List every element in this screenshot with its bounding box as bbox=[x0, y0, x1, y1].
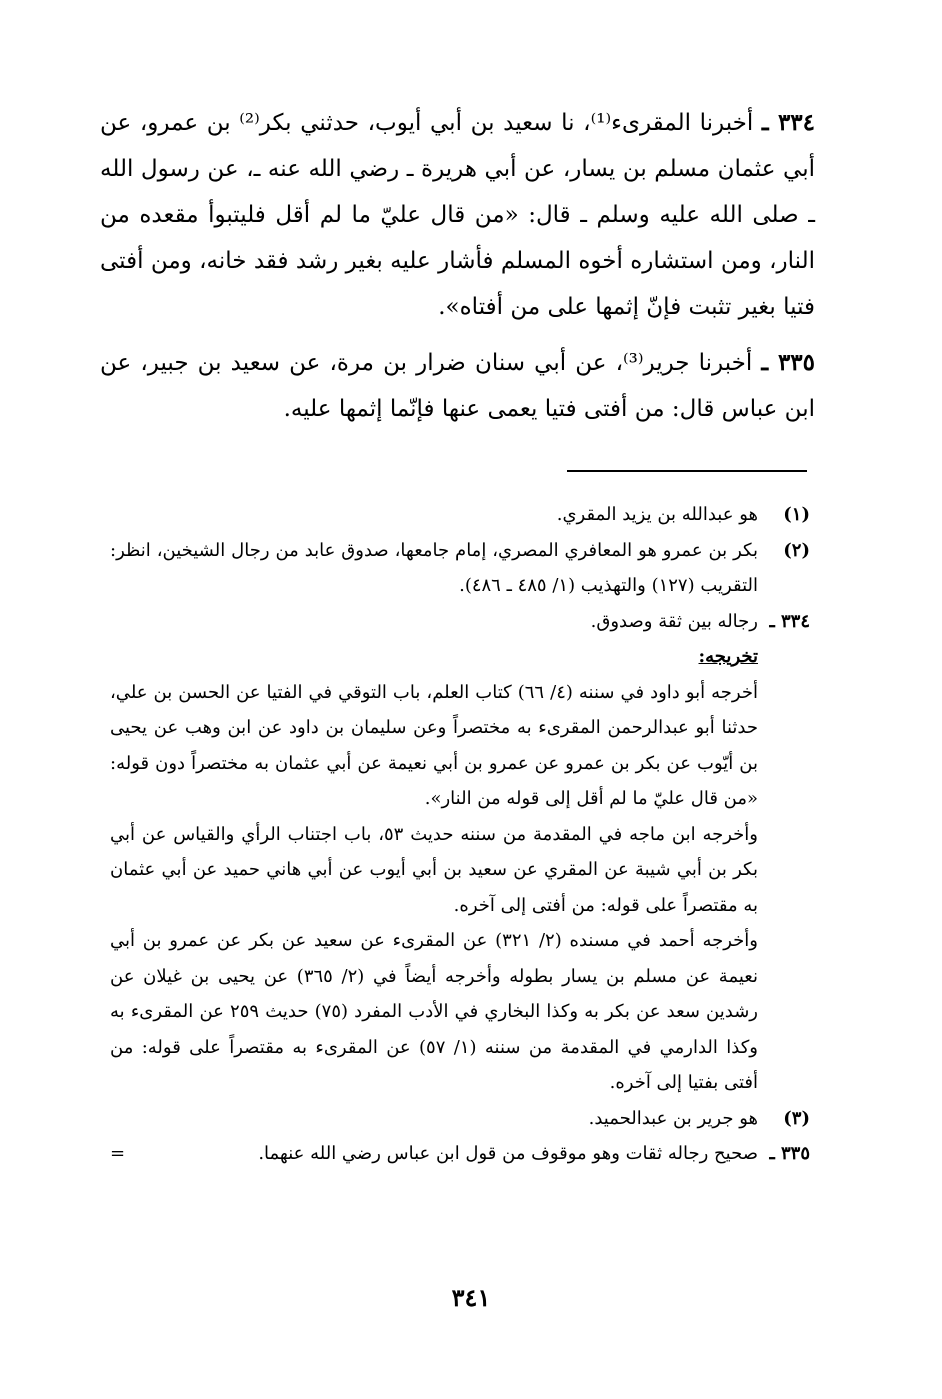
main-text bbox=[100, 100, 815, 432]
takhrij-paragraph: أخرجه أبو داود في سننه (٤/ ٦٦) كتاب العلم، باب التوقي في الفتيا عن الحسن بن علي، حدثنا أبو عبدالرحمن المقرىء به مختصراً وعن سليمان بن داود عن ابن وهب عن يحيى بن أيّوب عن بكر بن عمرو عن عمرو بن أبي نعيمة عن أبي عثمان به مختصراً دون قوله: «من قال عليّ ما لم أقل إلى قوله من النار». bbox=[110, 681, 758, 809]
footnote-label: (١) bbox=[783, 504, 810, 525]
page-number: ٣٤١ bbox=[451, 1283, 491, 1312]
grading-line bbox=[110, 1136, 758, 1172]
takhrij-title: تخريجه: bbox=[698, 646, 758, 667]
hadith-number: ٣٣٤ ـ bbox=[761, 109, 815, 136]
footnote-label: (٢) bbox=[783, 539, 810, 561]
continuation-mark: = bbox=[110, 1143, 126, 1164]
grading-334 bbox=[110, 604, 810, 640]
grading-text: صحيح رجاله ثقات وهو موقوف من قول ابن عباس رضي الله عنهما. bbox=[258, 1143, 758, 1164]
grading-text: رجاله بين ثقة وصدوق. bbox=[590, 610, 758, 632]
takhrij-paragraph: وأخرجه أحمد في مسنده (٢/ ٣٢١) عن المقرىء عن سعيد عن بكر عن عمرو بن أبي نعيمة عن مسلم بن يسار بطوله وأخرجه أيضاً في (٢/ ٣٦٥) عن يحيى بن غيلان عن رشدين سعد عن بكر به وكذا البخاري في الأدب المفرد (٧٥) حديث ٢٥٩ عن المقرىء به وكذا الدارمي في المقدمة من سننه (١/ ٥٧) عن المقرىء به مقتصراً على قوله: من أفتى بفتيا إلى آخره. bbox=[110, 930, 758, 1093]
footnotes bbox=[110, 497, 810, 1172]
hadith-text: أخبرنا جرير⁽³⁾، عن أبي سنان ضرار بن مرة، عن سعيد بن جبير، عن ابن عباس قال: من أفتى فتيا يعمى عنها فإنّما إثمها عليه. bbox=[100, 350, 815, 422]
hadith-text: أخبرنا المقرىء⁽¹⁾، نا سعيد بن أبي أيوب، حدثني بكر⁽²⁾ بن عمرو، عن أبي عثمان مسلم بن يسار، عن أبي هريرة ـ رضي الله عنه ـ، عن رسول الله ـ صلى الله عليه وسلم ـ قال: «من قال عليّ ما لم أقل فليتبوأ مقعده من النار، ومن استشاره أخوه المسلم فأشار عليه بغير رشد فقد خانه، ومن أفتى فتيا بغير تثبت فإنّ إثمها على من أفتاه». bbox=[100, 110, 815, 320]
takhrij-paragraph: وأخرجه ابن ماجه في المقدمة من سننه حديث ٥٣، باب اجتناب الرأي والقياس عن أبي بكر بن أبي شيبة عن المقري عن سعيد بن أبي أيوب عن أبي هاني حميد عن أبي عثمان به مقتصراً على قوله: من أفتى إلى آخره. bbox=[110, 823, 758, 916]
grading-335 bbox=[110, 1136, 810, 1172]
takhrij-body bbox=[110, 675, 758, 1101]
footnote-divider bbox=[567, 470, 807, 472]
footnote-label: (٣) bbox=[783, 1107, 810, 1129]
footnote-3 bbox=[110, 1101, 810, 1137]
hadith-334 bbox=[100, 100, 815, 330]
footnote-text: بكر بن عمرو هو المعافري المصري، إمام جامعها، صدوق عابد من رجال الشيخين، انظر: التقريب (١٢٧) والتهذيب (١/ ٤٨٥ ـ ٤٨٦). bbox=[110, 539, 758, 596]
grading-label: ٣٣٥ ـ bbox=[769, 1143, 810, 1164]
footnote-text: هو جرير بن عبدالحميد. bbox=[588, 1107, 758, 1129]
hadith-335 bbox=[100, 340, 815, 432]
takhrij-section bbox=[110, 639, 810, 1101]
footnote-text: هو عبدالله بن يزيد المقري. bbox=[556, 504, 758, 525]
footnote-1 bbox=[110, 497, 810, 533]
footnote-2 bbox=[110, 533, 810, 604]
grading-label: ٣٣٤ ـ bbox=[769, 610, 810, 632]
hadith-number: ٣٣٥ ـ bbox=[761, 349, 815, 376]
